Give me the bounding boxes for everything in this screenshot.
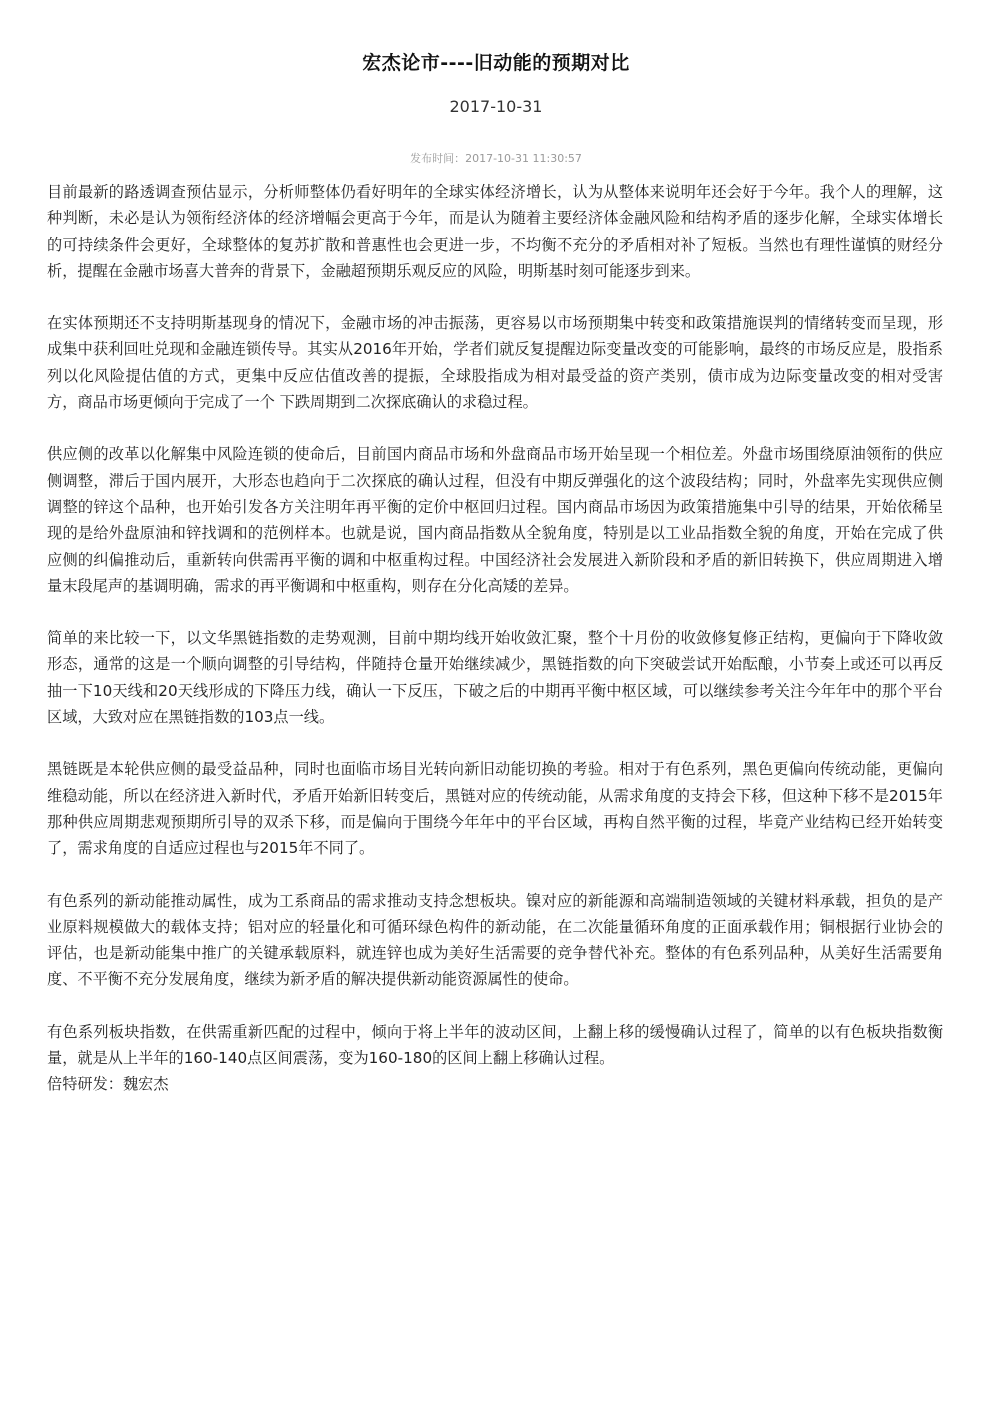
paragraph: 目前最新的路透调查预估显示，分析师整体仍看好明年的全球实体经济增长，认为从整体来说明年还会好于今年。我个人的理解，这种判断，未必是认为领衔经济体的经济增幅会更高于今年，而是认为随着主要经济体金融风险和结构矛盾的逐步化解，全球实体增长的可持续条件会更好，全球整体的复苏扩散和普惠性也会更进一步，不均衡不充分的矛盾相对补了短板。当然也有理性谨慎的财经分析，提醒在金融市场喜大普奔的背景下，金融超预期乐观反应的风险，明斯基时刻可能逐步到来。 — [47, 183, 943, 280]
author-signature: 倍特研发：魏宏杰 — [47, 1075, 169, 1094]
paragraph: 简单的来比较一下，以文华黑链指数的走势观测，目前中期均线开始收敛汇聚，整个十月份的收敛修复修正结构，更偏向于下降收敛形态，通常的这是一个顺向调整的引导结构，伴随持仓量开始继续减少，黑链指数的向下突破尝试开始酝酿，小节奏上或还可以再反抽一下10天线和20天线形成的下降压力线，确认一下反压，下破之后的中期再平衡中枢区域，可以继续参考关注今年年中的那个平台区域，大致对应在黑链指数的103点一线。 — [47, 629, 943, 727]
paragraph: 在实体预期还不支持明斯基现身的情况下，金融市场的冲击振荡，更容易以市场预期集中转变和政策措施误判的情绪转变而呈现，形成集中获利回吐兑现和金融连锁传导。其实从2016年开始，学者们就反复提醒边际变量改变的可能影响，最终的市场反应是，股指系列以化风险提估值的方式，更集中反应估值改善的提振，全球股指成为相对最受益的资产类别，债市成为边际变量改变的相对受害方，商品市场更倾向于完成了一个 下跌周期到二次探底确认的求稳过程。 — [47, 314, 943, 412]
publish-time-line — [0, 150, 992, 166]
article-title: 宏杰论市----旧动能的预期对比 — [362, 52, 630, 74]
publish-time-value: 2017-10-31 11:30:57 — [465, 152, 582, 165]
paragraph: 供应侧的改革以化解集中风险连锁的使命后，目前国内商品市场和外盘商品市场开始呈现一个相位差。外盘市场围绕原油领衔的供应侧调整，滞后于国内展开，大形态也趋向于二次探底的确认过程，但没有中期反弹强化的这个波段结构；同时，外盘率先实现供应侧调整的锌这个品种，也开始引发各方关注明年再平衡的定价中枢回归过程。国内商品市场因为政策措施集中引导的结果，开始依稀呈现的是给外盘原油和锌找调和的范例样本。也就是说，国内商品指数从全貌角度，特别是以工业品指数全貌的角度，开始在完成了供应侧的纠偏推动后，重新转向供需再平衡的调和中枢重构过程。中国经济社会发展进入新阶段和矛盾的新旧转换下，供应周期进入增量末段尾声的基调明确，需求的再平衡调和中枢重构，则存在分化高矮的差异。 — [47, 445, 943, 595]
article-body — [47, 179, 943, 1098]
paragraph: 有色系列的新动能推动属性，成为工系商品的需求推动支持念想板块。镍对应的新能源和高端制造领域的关键材料承载，担负的是产业原料规模做大的载体支持；铝对应的轻量化和可循环绿色构件的新动能，在二次能量循环角度的正面承载作用；铜根据行业协会的评估，也是新动能集中推广的关键承载原料，就连锌也成为美好生活需要的竞争替代补充。整体的有色系列品种，从美好生活需要角度、不平衡不充分发展角度，继续为新矛盾的解决提供新动能资源属性的使命。 — [47, 891, 943, 989]
article-date: 2017-10-31 — [449, 97, 543, 116]
paragraph: 黑链既是本轮供应侧的最受益品种，同时也面临市场目光转向新旧动能切换的考验。相对于有色系列，黑色更偏向传统动能，更偏向维稳动能，所以在经济进入新时代，矛盾开始新旧转变后，黑链对应的传统动能，从需求角度的支持会下移，但这种下移不是2015年那种供应周期悲观预期所引导的双杀下移，而是偏向于围绕今年年中的平台区域，再构自然平衡的过程，毕竟产业结构已经开始转变了，需求角度的自适应过程也与2015年不同了。 — [47, 760, 943, 858]
paragraph: 有色系列板块指数，在供需重新匹配的过程中，倾向于将上半年的波动区间，上翻上移的缓慢确认过程了，简单的以有色板块指数衡量，就是从上半年的160-140点区间震荡，变为160-180的区间上翻上移确认过程。 — [47, 1022, 943, 1068]
publish-time-label: 发布时间： — [410, 152, 466, 165]
